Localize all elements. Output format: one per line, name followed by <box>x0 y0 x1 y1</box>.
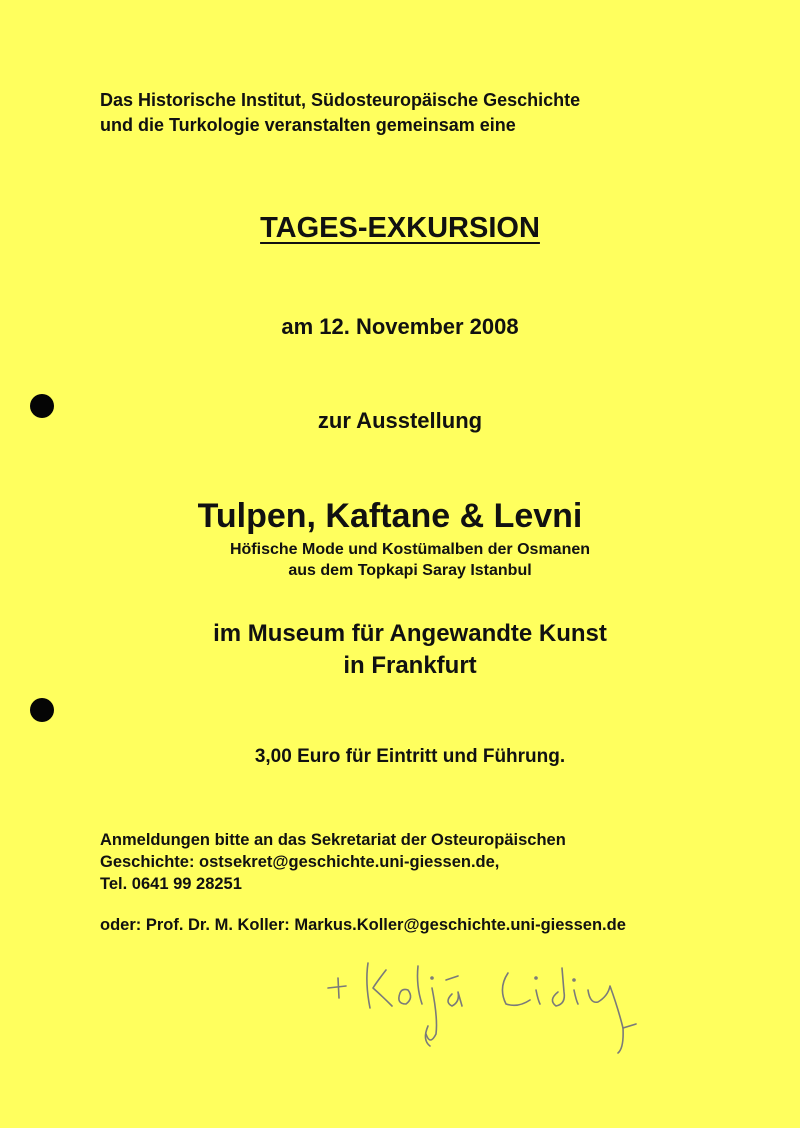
page-title-text: TAGES-EXKURSION <box>260 212 540 244</box>
intro-line-1: Das Historische Institut, Südosteuropäische Geschichte <box>100 90 581 110</box>
exhibition-subtitle-2: aus dem Topkapi Saray Istanbul <box>288 562 532 579</box>
registration-info <box>100 829 566 895</box>
museum-line-2: in Frankfurt <box>343 652 477 679</box>
registration-line-2: Geschichte: ostsekret@geschichte.uni-giessen.de, <box>100 853 500 871</box>
intro-line-2: und die Turkologie veranstalten gemeinsam eine <box>100 115 516 135</box>
alternative-contact: oder: Prof. Dr. M. Koller: Markus.Koller@geschichte.uni-giessen.de <box>100 916 626 934</box>
page-title <box>0 212 800 245</box>
exhibition-subtitle-1: Höfische Mode und Kostümalben der Osmanen <box>229 541 591 558</box>
exhibition-name: Tulpen, Kaftane & Levni <box>197 497 583 535</box>
registration-line-3: Tel. 0641 99 28251 <box>100 875 242 893</box>
exhibition-intro: zur Ausstellung <box>317 408 483 433</box>
registration-line-1: Anmeldungen bitte an das Sekretariat der Osteuropäischen <box>100 831 566 849</box>
museum-line-1: im Museum für Angewandte Kunst <box>213 620 607 647</box>
handwritten-note <box>318 948 658 1058</box>
punch-hole-bottom <box>30 698 54 722</box>
price-info: 3,00 Euro für Eintritt und Führung. <box>254 746 566 767</box>
intro-text <box>100 88 580 138</box>
event-date: am 12. November 2008 <box>281 314 519 339</box>
